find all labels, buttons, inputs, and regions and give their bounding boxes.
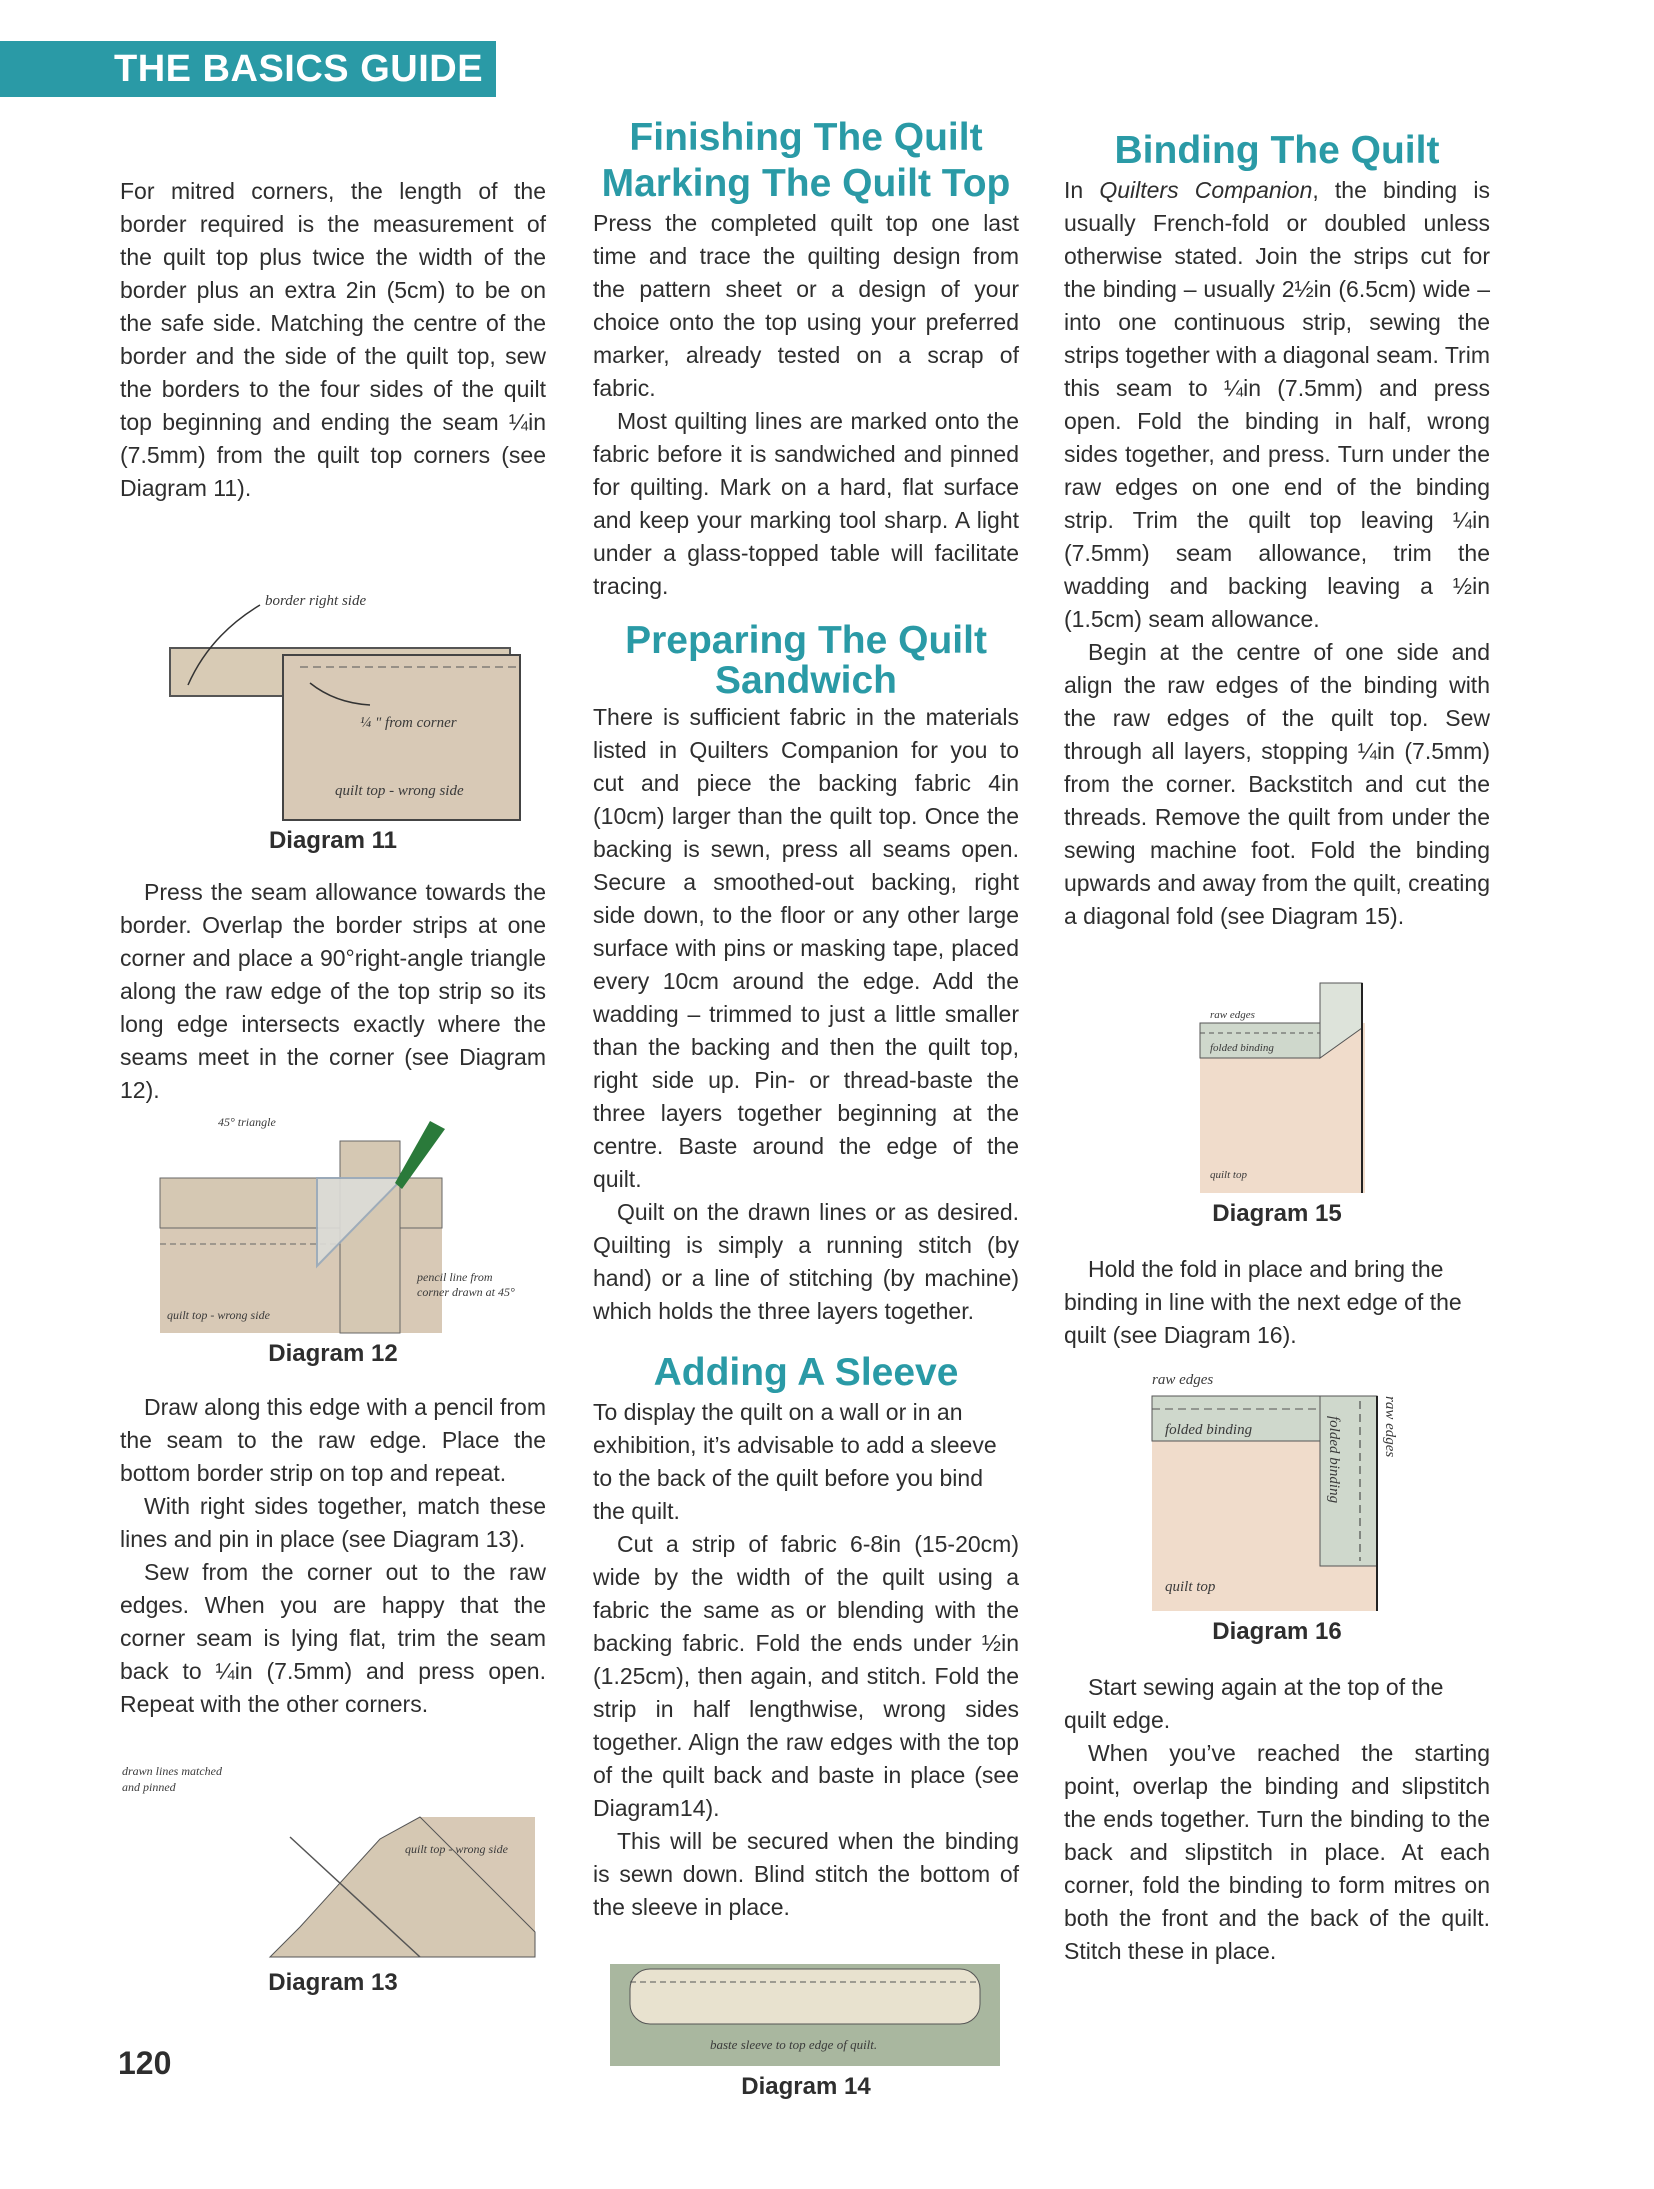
diagram-label: pencil line from	[417, 1270, 493, 1284]
paragraph: Draw along this edge with a pencil from the seam to the raw edge. Place the bottom border strip on top and repeat.	[120, 1394, 546, 1486]
column-3	[1064, 128, 1490, 1968]
diagram-caption: Diagram 16	[1212, 1618, 1342, 1645]
heading-preparing: Preparing The Quilt Sandwich	[625, 619, 987, 702]
diagram-label: quilt top - wrong side	[335, 783, 464, 799]
column-2	[593, 115, 1019, 2102]
diagram-label: quilt top - wrong side	[167, 1308, 270, 1322]
diagram-label: corner drawn at 45°	[417, 1285, 515, 1299]
diagram-label: folded binding	[1210, 1042, 1274, 1054]
diagram-caption: Diagram 11	[268, 827, 398, 854]
diagram-label: border right side	[265, 593, 367, 609]
paragraph: When you’ve reached the starting point, overlap the binding and slipstitch the ends together. Turn the binding to the back and slipstitch in place. At each corner, fold the binding to form mitres on both the front and the back of the quilt. Stitch these in place.	[1064, 1740, 1490, 1964]
diagram-12	[120, 1111, 546, 1333]
section-header	[0, 41, 496, 97]
diagram-label: baste sleeve to top edge of quilt.	[710, 2037, 878, 2052]
diagram-label: quilt top - wrong side	[405, 1842, 508, 1856]
diagram-14	[593, 1964, 1019, 2066]
diagram-label: and pinned	[122, 1780, 176, 1794]
paragraph: For mitred corners, the length of the border required is the measurement of the quilt top plus twice the width of the border plus an extra 2in (5cm) to be on the safe side. Matching the centre of the border and the side of the quilt top, sew the borders to the four sides of the quilt top beginning and ending the seam ¼in (7.5mm) from the quilt top corners (see Diagram 11).	[120, 178, 546, 501]
diagram-15	[1064, 983, 1490, 1193]
diagram-11	[120, 575, 546, 820]
diagram-caption: Diagram 14	[741, 2073, 871, 2100]
paragraph: Most quilting lines are marked onto the fabric before it is sandwiched and pinned for quilting. Mark on a hard, flat surface and keep your marking tool sharp. A light under a glass-topped table will facilitate tracing.	[593, 408, 1019, 599]
paragraph: To display the quilt on a wall or in an exhibition, it’s advisable to add a sleeve to the back of the quilt before you bind the quilt.	[593, 1399, 997, 1524]
diagram-label: raw edges	[1210, 1009, 1255, 1021]
text: In	[1064, 177, 1100, 203]
diagram-16	[1064, 1366, 1490, 1611]
diagram-label: folded binding	[1326, 1416, 1342, 1504]
heading-marking: Marking The Quilt Top	[601, 162, 1011, 205]
paragraph: With right sides together, match these lines and pin in place (see Diagram 13).	[120, 1493, 546, 1552]
diagram-label: drawn lines matched	[122, 1764, 222, 1778]
diagram-caption: Diagram 13	[268, 1969, 398, 1996]
diagram-caption: Diagram 15	[1212, 1200, 1342, 1227]
diagram-label: ¼ " from corner	[360, 715, 457, 731]
heading-binding: Binding The Quilt	[1114, 129, 1440, 172]
section-title: THE BASICS GUIDE	[114, 48, 484, 90]
paragraph: There is sufficient fabric in the materials listed in Quilters Companion for you to cut and piece the backing fabric 4in (10cm) larger than the quilt top. Once the backing is sewn, press all seams open. Secure a smoothed-out backing, right side down, to the floor or any other large surface with pins or masking tape, placed every 10cm around the edge. Add the wadding – trimmed to just a little smaller than the backing and then the quilt top, right side up. Pin- or thread-baste the three layers together beginning at the centre. Baste around the edge of the quilt.	[593, 704, 1019, 1192]
paragraph: Cut a strip of fabric 6-8in (15-20cm) wide by the width of the quilt using a fabric the same as or blending with the backing fabric. Fold the ends under ½in (1.25cm), then again, and stitch. Fold the strip in half lengthwise, wrong sides together. Align the raw edges with the top of the quilt back and baste in place (see Diagram14).	[593, 1531, 1019, 1821]
book-title: Quilters Companion	[1099, 177, 1313, 203]
heading-sleeve: Adding A Sleeve	[653, 1351, 959, 1394]
paragraph: Sew from the corner out to the raw edges. When you are happy that the corner seam is lying flat, trim the seam back to ¼in (7.5mm) and press open. Repeat with the other corners.	[120, 1559, 546, 1717]
paragraph: Begin at the centre of one side and align the raw edges of the binding with the raw edges of the quilt top. Sew through all layers, stopping ¼in (7.5mm) from the corner. Backstitch and cut the threads. Remove the quilt from under the sewing machine foot. Fold the binding upwards and away from the quilt, creating a diagonal fold (see Diagram 15).	[1064, 639, 1490, 929]
diagram-label: 45° triangle	[218, 1115, 276, 1129]
column-1	[120, 175, 546, 1998]
diagram-caption: Diagram 12	[268, 1340, 398, 1367]
paragraph: Start sewing again at the top of the quilt edge.	[1064, 1674, 1444, 1733]
diagram-label: folded binding	[1165, 1422, 1253, 1438]
diagram-label: raw edges	[1152, 1372, 1214, 1388]
diagram-label: raw edges	[1382, 1396, 1398, 1458]
page-number: 120	[118, 2045, 172, 2081]
paragraph: Quilt on the drawn lines or as desired. Quilting is simply a running stitch (by hand) or a line of stitching (by machine) which holds the three layers together.	[593, 1199, 1019, 1324]
paragraph	[1064, 174, 1490, 636]
diagram-13	[120, 1757, 546, 1962]
diagram-label: quilt top	[1210, 1169, 1247, 1181]
paragraph: Press the seam allowance towards the border. Overlap the border strips at one corner and place a 90°right-angle triangle along the raw edge of the top strip so its long edge intersects exactly where the seams meet in the corner (see Diagram 12).	[120, 879, 546, 1103]
heading-finishing: Finishing The Quilt	[629, 116, 983, 159]
text: , the binding is usually French-fold or doubled unless otherwise stated. Join the strips cut for the binding – usually 2½in (6.5cm) wide – into one continuous strip, sewing the strips together with a diagonal seam. Trim this seam to ¼in (7.5mm) and press open. Fold the binding in half, wrong sides together, and press. Turn under the raw edges on one end of the binding strip. Trim the quilt top leaving ¼in (7.5mm) seam allowance, trim the wadding and backing leaving a ½in (1.5cm) seam allowance.	[1064, 177, 1490, 632]
paragraph: Hold the fold in place and bring the binding in line with the next edge of the quilt (see Diagram 16).	[1064, 1256, 1462, 1348]
diagram-label: quilt top	[1165, 1579, 1216, 1595]
paragraph: Press the completed quilt top one last time and trace the quilting design from the pattern sheet or a design of your choice onto the top using your preferred marker, already tested on a scrap of fabric.	[593, 210, 1019, 401]
paragraph: This will be secured when the binding is sewn down. Blind stitch the bottom of the sleeve in place.	[593, 1828, 1019, 1920]
